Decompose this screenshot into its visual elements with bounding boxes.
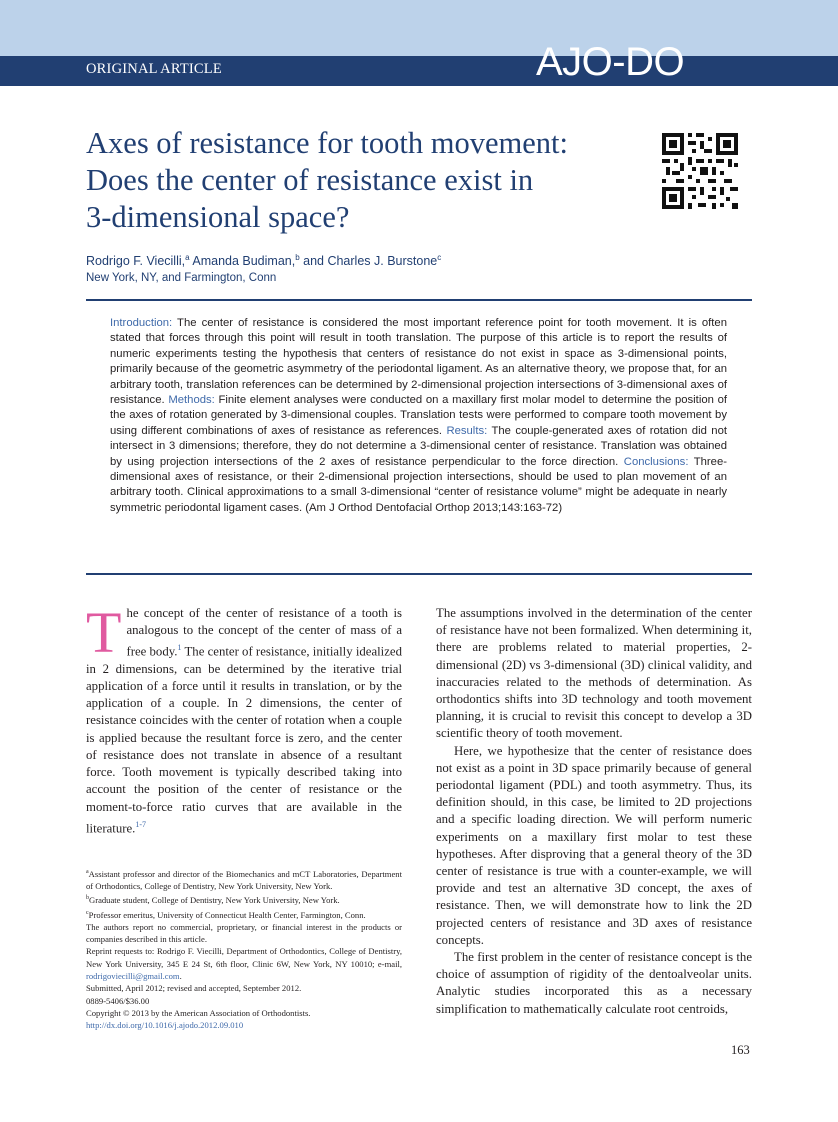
body-paragraph: Here, we hypothesize that the center of resistance does not exist as a point in 3D space primarily because of general periodontal ligament (PDL) and tooth asymmetry. Thus, its definition should, in this case, be limited to 2D projections and a specific loading direction. We will perform numeric experiments on a maxillary first molar to test these hypotheses. After disproving that a general theory of the 3D center of resistance is true with a counter-example, we will provide and test an alternative 3D concept, the axes of resistance. Then, we will demonstrate how to link the 2D projected centers of resistance and 3D axes of resistance concepts. (436, 743, 752, 947)
abstract-label-introduction: Introduction: (110, 317, 173, 329)
footnote: The authors report no commercial, proprietary, or financial interest in the products or companies described in this article. (86, 921, 402, 945)
abstract-label-results: Results: (446, 424, 488, 437)
footnote: 0889-5406/$36.00 (86, 995, 150, 1006)
author-location: New York, NY, and Farmington, Conn (86, 272, 277, 284)
body-paragraph: The concept of the center of resistance of a tooth is analogous to the concept of the center of mass of a free body.$^1$ The center of resistance, initially idealized in 2 dimensions, can be determined by the iterative trial application of a force until it results in translation, or by the application of a couple. In 2 dimensions, the center of resistance coincides with the center of rotation when a couple is applied because the resultant force is zero, and the center of resistance does not translate in absence of a resultant force. Tooth movement is typically described taking into account the position of the center of resistance or the moment-to-force ratio curves that are available in the literature.$^{1-7}$ (86, 600, 402, 835)
abstract (110, 316, 727, 516)
author-name: Amanda Budiman, (189, 254, 296, 269)
author-list (86, 253, 441, 268)
affiliation-mark: c (437, 253, 442, 262)
footnote: $^a$Assistant professor and director of the Biomechanics and mCT Laboratories, Department of Orthodontics, College of Dentistry, New York University, New York. (86, 868, 402, 892)
affiliation-mark: b (295, 253, 300, 262)
journal-logo: AJO-DO (536, 40, 685, 84)
email-link[interactable]: rodrigoviecilli@gmail.com (86, 970, 180, 981)
footnote: Copyright © 2013 by the American Association of Orthodontists. (86, 1007, 311, 1018)
footnote: Submitted, April 2012; revised and accepted, September 2012. (86, 983, 302, 994)
abstract-methods: Finite element analyses were conducted on a maxillary first molar model to determine the position of the axes of rotation generated by 3-dimensional couples. Translation tests were performed to compare tooth movement by using different combinations of axes of resistance as references. (110, 394, 727, 437)
title-line: Does the center of resistance exist in (86, 163, 534, 197)
author-name: Rodrigo F. Viecilli, (86, 254, 186, 269)
abstract-introduction: The center of resistance is considered the most important reference point for tooth movement. It is often stated that forces through this point will result in tooth translation. The purpose of this article is to report the results of numeric experiments testing the hypothesis that centers of resistance do not exist in space as 3-dimensional points, primarily because of the geometric asymmetry of the periodontal ligament. As an alternative theory, we propose that, for an arbitrary tooth, translation references can be determined by 2-dimensional projection intersections of 3-dimensional axes of resistance. (110, 317, 727, 407)
abstract-label-conclusions: Conclusions: (623, 455, 689, 468)
abstract-conclusions: Three-dimensional axes of resistance, or their 2-dimensional projection intersections, should be used to plan movement of an arbitrary tooth. Clinical approximations to a small 3-dimensional “center of resistance volume” might be adequate in nearly symmetric periodontal ligament cases. (Am J Orthod Dentofacial Orthop 2013;143:163-72) (110, 455, 727, 514)
title-line: 3-dimensional space? (86, 200, 350, 234)
footnotes (86, 866, 402, 1031)
footnote: Reprint requests to: Rodrigo F. Viecilli, Department of Orthodontics, College of Dentistry, New York University, 345 E 24 St, 6th floor, Clinic 6W, New York, NY 10010; e-mail, rodrigoviecilli@gmail.com. (86, 946, 402, 981)
footnote: $^c$Professor emeritus, University of Connecticut Health Center, Farmington, Conn. (86, 909, 366, 920)
body-paragraph: The first problem in the center of resistance concept is the choice of assumption of rigidity of the dentoalveolar units. Analytic studies incorporated this as a necessary simplification to mathematically calculate root centroids, (436, 950, 752, 1016)
citation-ref[interactable]: 1 (177, 643, 182, 653)
header-band (0, 0, 838, 56)
abstract-results: The couple-generated axes of rotation did not intersect in 3 dimensions; therefore, they do not determine a 3-dimensional center of resistance. Translation was obtained by using projection intersections of the 2 axes of resistance perpendicular to the force direction. (110, 424, 727, 468)
article-title (86, 125, 646, 236)
section-label: ORIGINAL ARTICLE (86, 61, 222, 77)
citation-ref[interactable]: 1-7 (135, 819, 147, 829)
title-line: Axes of resistance for tooth movement: (86, 126, 568, 160)
page-number: 163 (731, 1043, 750, 1057)
body-column-left (86, 600, 402, 837)
divider (86, 573, 752, 575)
divider (86, 299, 752, 301)
doi-link[interactable]: http://dx.doi.org/10.1016/j.ajodo.2012.09.010 (86, 1020, 244, 1031)
footnote: $^b$Graduate student, College of Dentistry, New York University, New York. (86, 895, 340, 906)
affiliation-mark: a (185, 253, 190, 262)
qr-code-icon (660, 131, 740, 211)
body-column-right (436, 605, 752, 1018)
drop-cap: T (86, 600, 122, 665)
body-paragraph: The assumptions involved in the determination of the center of resistance have not been formalized. When determining it, there are problems related to material properties, 2-dimensional (2D) vs 3-dimensional (3D) clinical validity, and inaccuracies related to the methods of determination. As orthodontics shifts into 3D technology and tooth movement planning, it is crucial to revisit this concept to develop a 3D scientific theory of tooth movement. (436, 606, 752, 741)
author-name: and Charles J. Burstone (299, 254, 438, 269)
abstract-label-methods: Methods: (168, 394, 215, 407)
